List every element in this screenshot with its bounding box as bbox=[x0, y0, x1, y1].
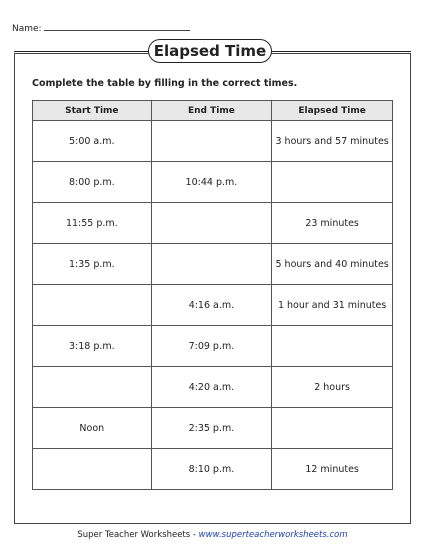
table-row bbox=[33, 203, 393, 244]
table-row bbox=[33, 408, 393, 449]
start-time-cell[interactable] bbox=[33, 285, 152, 326]
start-time-cell[interactable]: Noon bbox=[33, 408, 152, 449]
elapsed-time-cell[interactable]: 23 minutes bbox=[272, 203, 393, 244]
end-time-cell[interactable]: 8:10 p.m. bbox=[151, 449, 272, 490]
end-time-cell[interactable] bbox=[151, 244, 272, 285]
start-time-cell[interactable]: 11:55 p.m. bbox=[33, 203, 152, 244]
elapsed-time-cell[interactable]: 2 hours bbox=[272, 367, 393, 408]
name-field bbox=[12, 22, 190, 34]
end-time-cell[interactable]: 4:20 a.m. bbox=[151, 367, 272, 408]
table-row bbox=[33, 367, 393, 408]
elapsed-time-table bbox=[32, 100, 393, 490]
table-row bbox=[33, 244, 393, 285]
start-time-cell[interactable] bbox=[33, 367, 152, 408]
name-label: Name: bbox=[12, 24, 42, 34]
footer-url-link[interactable]: www.superteacherworksheets.com bbox=[198, 530, 348, 540]
title-rule-right bbox=[272, 51, 411, 52]
header-end-time: End Time bbox=[151, 101, 272, 121]
instructions: Complete the table by filling in the correct times. bbox=[32, 78, 298, 89]
footer-brand: Super Teacher Worksheets - bbox=[77, 530, 199, 540]
header-elapsed-time: Elapsed Time bbox=[272, 101, 393, 121]
table-row bbox=[33, 162, 393, 203]
table-row bbox=[33, 285, 393, 326]
elapsed-time-cell[interactable] bbox=[272, 408, 393, 449]
start-time-cell[interactable]: 5:00 a.m. bbox=[33, 121, 152, 162]
end-time-cell[interactable]: 10:44 p.m. bbox=[151, 162, 272, 203]
worksheet-title: Elapsed Time bbox=[148, 39, 272, 63]
start-time-cell[interactable]: 8:00 p.m. bbox=[33, 162, 152, 203]
elapsed-time-cell[interactable] bbox=[272, 326, 393, 367]
end-time-cell[interactable]: 2:35 p.m. bbox=[151, 408, 272, 449]
end-time-cell[interactable]: 4:16 a.m. bbox=[151, 285, 272, 326]
start-time-cell[interactable]: 1:35 p.m. bbox=[33, 244, 152, 285]
table-header-row bbox=[33, 101, 393, 121]
table-row bbox=[33, 449, 393, 490]
elapsed-time-cell[interactable]: 1 hour and 31 minutes bbox=[272, 285, 393, 326]
name-line[interactable] bbox=[44, 22, 190, 31]
footer bbox=[0, 530, 425, 540]
elapsed-time-cell[interactable]: 3 hours and 57 minutes bbox=[272, 121, 393, 162]
table-row bbox=[33, 326, 393, 367]
end-time-cell[interactable] bbox=[151, 203, 272, 244]
header-start-time: Start Time bbox=[33, 101, 152, 121]
start-time-cell[interactable]: 3:18 p.m. bbox=[33, 326, 152, 367]
elapsed-time-cell[interactable] bbox=[272, 162, 393, 203]
start-time-cell[interactable] bbox=[33, 449, 152, 490]
end-time-cell[interactable] bbox=[151, 121, 272, 162]
end-time-cell[interactable]: 7:09 p.m. bbox=[151, 326, 272, 367]
title-rule-left bbox=[14, 51, 148, 52]
table-row bbox=[33, 121, 393, 162]
elapsed-time-cell[interactable]: 5 hours and 40 minutes bbox=[272, 244, 393, 285]
elapsed-time-cell[interactable]: 12 minutes bbox=[272, 449, 393, 490]
